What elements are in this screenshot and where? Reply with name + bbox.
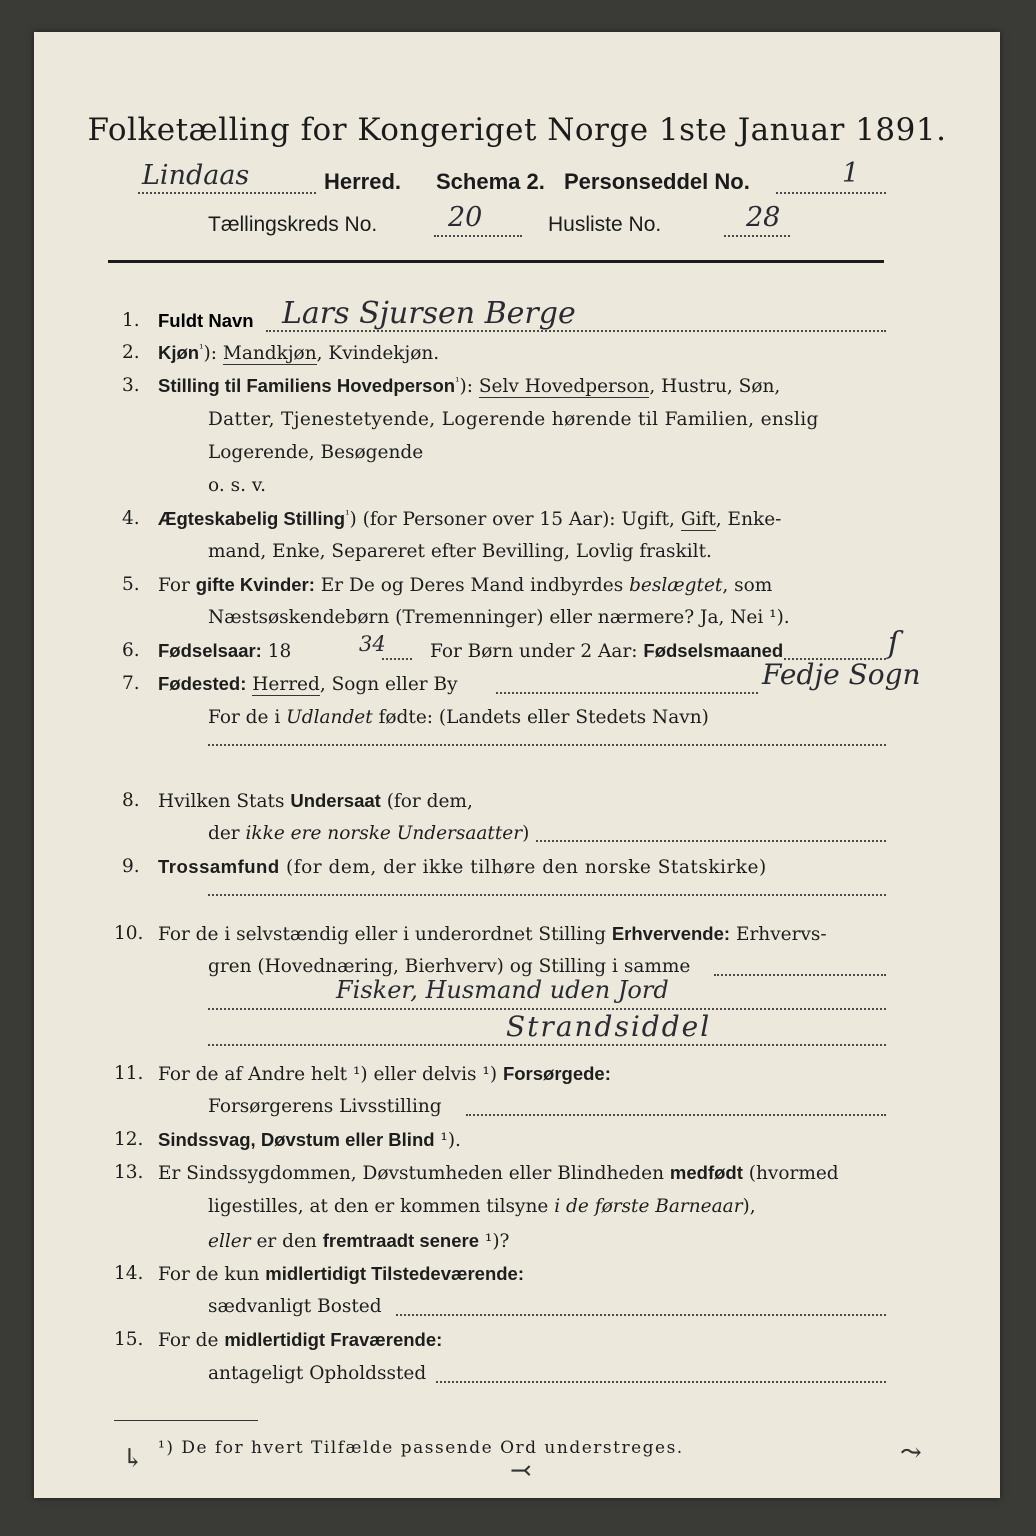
footnote-rule (114, 1420, 258, 1421)
q13-line2-a: ligestilles, at den er kommen tilsyne (208, 1196, 555, 1217)
q7-option-selected: Herred (252, 674, 320, 695)
item-number: 13. (114, 1162, 144, 1183)
q14-text-a: For de kun (158, 1264, 266, 1285)
q3-sup: ¹ (455, 375, 460, 388)
item-number: 6. (122, 640, 140, 661)
q2-text (158, 342, 439, 364)
q13-line3 (208, 1230, 509, 1252)
item-number: 10. (114, 923, 144, 944)
item-number: 8. (122, 790, 140, 811)
item-number: 9. (122, 856, 140, 877)
q13-text-a: Er Sindssygdommen, Døvstumheden eller Blindheden (158, 1163, 670, 1184)
q8-line2-italic: ikke ere norske Undersaatter (245, 823, 523, 844)
q11-line2: Forsørgerens Livsstilling (208, 1096, 442, 1117)
header-rule (108, 260, 884, 263)
q2-sup: ¹ (199, 342, 204, 355)
item-number: 15. (114, 1329, 144, 1350)
q3-line3: Logerende, Besøgende (208, 442, 424, 463)
husliste-label: Husliste No. (548, 213, 662, 236)
q4-row (122, 508, 782, 531)
q5-text (158, 574, 772, 596)
q13-text-b: (hvormed (742, 1163, 839, 1184)
form-title: Folketælling for Kongeriget Norge 1ste Januar 1891. (87, 112, 947, 148)
q11-text (158, 1063, 611, 1085)
q14-line2: sædvanligt Bosted (208, 1296, 382, 1317)
q11-row (114, 1063, 611, 1085)
personseddel-dotted-line (776, 192, 886, 194)
q4-sup: ¹ (345, 508, 350, 521)
item-number: 1. (122, 310, 140, 331)
q10-text (158, 923, 827, 945)
q5-label: gifte Kvinder: (195, 574, 315, 595)
q6-dotted-line (382, 658, 412, 660)
q5-text-c: , som (722, 575, 773, 596)
item-number: 3. (122, 375, 140, 396)
q12-label: Sindssvag, Døvstum eller Blind (158, 1129, 435, 1150)
q3-line2: Datter, Tjenestetyende, Logerende hørende til Familien, enslig (208, 409, 819, 430)
q3-label: Stilling til Familiens Hovedperson (158, 375, 456, 397)
q1-dotted-line (266, 330, 886, 332)
corner-mark-right: ⤳ (900, 1438, 922, 1468)
q8-label: Undersaat (290, 790, 381, 811)
census-form-page (34, 32, 1000, 1498)
q8-line2-a: der (208, 823, 246, 844)
q5-italic: beslægtet (629, 575, 723, 596)
q2-label: Kjøn (158, 342, 200, 364)
item-number: 7. (122, 673, 140, 694)
q4-option-selected: Gift (680, 509, 716, 531)
herred-handwritten: Lindaas (142, 160, 250, 191)
q5-text-b: Er De og Deres Mand indbyrdes (314, 575, 630, 596)
q8-row (122, 790, 473, 812)
herred-label: Herred. (324, 169, 402, 194)
q7-label: Fødested: (158, 673, 247, 694)
q8-line2 (208, 823, 529, 844)
q12-text-b: ¹). (434, 1130, 461, 1151)
q13-line2-italic: i de første Barneaar (554, 1196, 743, 1217)
q8-text (158, 790, 473, 812)
q4-text-a: ) (for Personer over 15 Aar): Ugift, (349, 509, 681, 531)
q7-line2-a: For de i (208, 707, 287, 728)
item-number: 12. (114, 1129, 144, 1150)
q13-line3-a: er den (250, 1231, 323, 1252)
q6-pen-stroke: ſ (888, 626, 900, 661)
q13-line2-b: ), (742, 1196, 756, 1217)
herred-dotted-line (138, 192, 316, 194)
q10-text-a: For de i selvstændig eller i underordnet Stilling (158, 924, 612, 945)
q6-under2-text (430, 640, 783, 662)
personseddel-label: Personseddel No. (564, 169, 750, 194)
q11-text-a: For de af Andre helt ¹) eller delvis ¹) (158, 1064, 503, 1085)
q2-option-selected: Mandkjøn (222, 343, 317, 365)
q13-line3-b: ¹)? (479, 1231, 510, 1252)
q10-handwritten-occupation: Fisker, Husmand uden Jord (336, 976, 669, 1004)
q9-label: Trossamfund (158, 856, 280, 877)
q10-line2-dotted (714, 974, 886, 976)
q9-row (122, 856, 767, 878)
q15-dotted-line (436, 1381, 886, 1383)
q11-dotted-line (466, 1114, 886, 1116)
q6-row (122, 640, 292, 662)
q14-text (158, 1263, 524, 1285)
q6-prefix: 18 (261, 641, 292, 662)
q3-text-a: ): (459, 376, 479, 398)
q15-row (114, 1329, 443, 1351)
q6-text (158, 640, 291, 662)
q7-text (158, 673, 458, 695)
q6-label2: Fødselsmaaned (643, 640, 784, 661)
taellingskreds-dotted-line (434, 235, 522, 237)
q3-text (158, 375, 780, 397)
q7-line2-italic: Udlandet (286, 707, 373, 728)
q13-line3-italic: eller (208, 1231, 251, 1252)
q2-text-a: ): (203, 343, 223, 365)
q13-label: medfødt (669, 1162, 743, 1183)
q4-text-b: , Enke- (715, 509, 782, 531)
q7-row (122, 673, 458, 695)
corner-mark-left: ↳ (122, 1444, 144, 1474)
q9-text (158, 856, 767, 878)
q13-line3-label: fremtraadt senere (322, 1230, 480, 1251)
q13-row (114, 1162, 839, 1184)
q11-label: Forsørgede: (502, 1063, 611, 1084)
q7-abroad-dotted-line (208, 744, 886, 746)
q7-line2 (208, 707, 709, 728)
q13-line2 (208, 1196, 756, 1217)
footnote-text: ¹) De for hvert Tilfælde passende Ord understreges. (158, 1438, 684, 1458)
q4-text (158, 508, 781, 530)
item-number: 4. (122, 508, 140, 529)
q7-handwritten-place: Fedje Sogn (762, 658, 921, 691)
taellingskreds-label: Tællingskreds No. (208, 213, 378, 236)
schema-label: Schema 2. (436, 169, 545, 194)
q5-line2: Næstsøskendebørn (Tremenninger) eller nærmere? Ja, Nei ¹). (208, 607, 790, 628)
q6-handwritten-year: 34 (359, 632, 386, 656)
q14-label: midlertidigt Tilstedeværende: (265, 1263, 524, 1284)
q7-dotted-line (496, 692, 758, 694)
q6-text-b: For Børn under 2 Aar: (430, 641, 644, 662)
taellingskreds-handwritten: 20 (448, 202, 483, 233)
q13-text (158, 1162, 839, 1184)
q15-text (158, 1329, 442, 1351)
q14-row (114, 1263, 524, 1285)
item-number: 2. (122, 342, 140, 363)
q2-option-rest: , Kvindekjøn. (316, 343, 440, 365)
q1-handwritten-name: Lars Sjursen Berge (282, 296, 576, 331)
q8-dotted-line (536, 840, 886, 842)
q5-row (122, 574, 773, 596)
q3-row (122, 375, 781, 398)
item-number: 5. (122, 574, 140, 595)
q3-text-b: , Hustru, Søn, (649, 376, 781, 398)
q4-line2: mand, Enke, Separeret efter Bevilling, Lovlig fraskilt. (208, 541, 712, 562)
husliste-handwritten: 28 (746, 202, 781, 233)
q12-text (158, 1129, 461, 1151)
q10-row (114, 923, 827, 945)
q9-text-b: (for dem, der ikke tilhøre den norske Statskirke) (279, 857, 767, 878)
q5-text-a: For (158, 575, 196, 596)
q7-text-b: , Sogn eller By (319, 674, 458, 695)
husliste-dotted-line (724, 235, 790, 237)
q2-row (122, 342, 440, 365)
corner-mark-center: ⤙ (510, 1456, 532, 1486)
item-number: 11. (114, 1063, 144, 1084)
q15-label: midlertidigt Fraværende: (224, 1329, 443, 1350)
personseddel-handwritten: 1 (842, 158, 860, 189)
q10-line2: gren (Hovednæring, Bierhverv) og Stilling i samme (208, 956, 691, 977)
q15-text-a: For de (158, 1330, 225, 1351)
q1-label: Fuldt Navn (158, 310, 254, 331)
item-number: 14. (114, 1263, 144, 1284)
q10-label: Erhvervende: (611, 923, 731, 944)
q6-label: Fødselsaar: (158, 640, 262, 661)
q8-line2-b: ) (522, 823, 530, 844)
q8-text-b: (for dem, (380, 791, 473, 812)
q9-dotted-line (208, 894, 886, 896)
q14-dotted-line (396, 1314, 886, 1316)
q10-handwritten-occupation-2: Strandsiddel (506, 1010, 712, 1043)
q4-label: Ægteskabelig Stilling (158, 508, 346, 530)
q3-line4: o. s. v. (208, 475, 266, 496)
q10-text-b: Erhvervs- (730, 924, 827, 945)
q15-line2: antageligt Opholdssted (208, 1363, 427, 1384)
q7-line2-b: fødte: (Landets eller Stedets Navn) (372, 707, 709, 728)
q12-row (114, 1129, 461, 1151)
q10-dotted-line-2 (208, 1044, 886, 1046)
q8-text-a: Hvilken Stats (158, 791, 291, 812)
q3-option-selected: Selv Hovedperson (478, 376, 650, 398)
